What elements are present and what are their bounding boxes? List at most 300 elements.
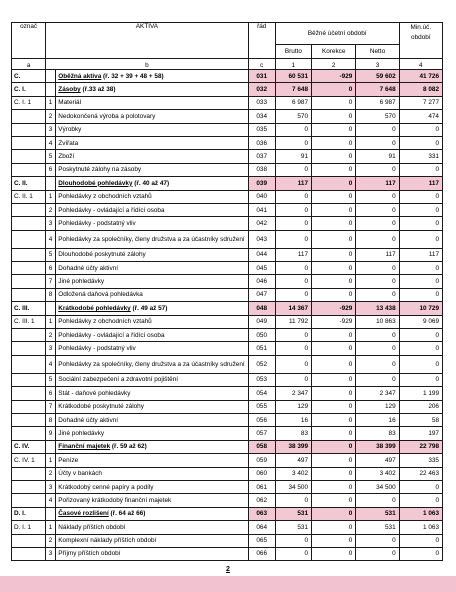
row-netto: 0 [356, 262, 399, 275]
bottom-color-band [0, 576, 456, 592]
row-label-text: Dohadné účty aktivní [58, 264, 118, 272]
row-min: 0 [399, 163, 442, 176]
row-brutto: 0 [275, 547, 311, 560]
header-row-3 [12, 59, 443, 70]
row-line-number: 1 [46, 521, 56, 534]
header-col-2: 2 [312, 59, 356, 70]
row-korekce: 0 [312, 440, 356, 453]
row-min: 206 [399, 400, 442, 413]
row-label [56, 315, 248, 328]
row-label [56, 534, 248, 547]
row-oznac [12, 387, 46, 400]
row-korekce: 0 [312, 190, 356, 203]
row-brutto: 117 [275, 177, 311, 190]
row-rad: 052 [248, 355, 275, 373]
row-netto: 7 648 [356, 83, 399, 96]
row-label-text: Pohledávky za společníky, členy družstva a za účastníky sdružení [58, 235, 245, 243]
table-row [12, 315, 443, 328]
row-oznac [12, 480, 46, 493]
row-line-number: 2 [46, 203, 56, 216]
row-korekce: 0 [312, 467, 356, 480]
row-min: 22 798 [399, 440, 442, 453]
row-label [56, 494, 248, 507]
row-label-text: Zásoby [58, 85, 81, 93]
row-netto: 34 500 [356, 480, 399, 493]
row-line-number: 6 [46, 163, 56, 176]
row-netto: 0 [356, 163, 399, 176]
table-row [12, 123, 443, 136]
row-korekce: 0 [312, 83, 356, 96]
row-label [56, 163, 248, 176]
row-rad: 036 [248, 136, 275, 149]
row-oznac [12, 342, 46, 355]
row-netto: 0 [356, 534, 399, 547]
row-korekce: 0 [312, 355, 356, 373]
row-brutto: 0 [275, 288, 311, 301]
row-brutto: 0 [275, 230, 311, 248]
row-rad: 039 [248, 177, 275, 190]
page-number: 2 [226, 566, 230, 573]
row-label [56, 110, 248, 123]
row-brutto: 129 [275, 400, 311, 413]
row-min: 1 199 [399, 387, 442, 400]
header-brutto: Brutto [275, 45, 311, 59]
row-oznac [12, 373, 46, 386]
row-oznac [12, 203, 46, 216]
row-label-text: Jiné pohledávky [58, 429, 105, 437]
row-oznac [12, 400, 46, 413]
row-netto: 497 [356, 454, 399, 467]
table-row [12, 494, 443, 507]
row-label-text: Materiál [58, 99, 82, 107]
row-korekce: -929 [312, 315, 356, 328]
row-netto: 0 [356, 203, 399, 216]
row-line-number: 4 [46, 230, 56, 248]
row-label-text: Oběžná aktiva [58, 72, 102, 80]
row-oznac [12, 230, 46, 248]
row-label-text: Pořizovaný krátkodobý finanční majetek [58, 496, 172, 504]
row-rad: 065 [248, 534, 275, 547]
row-min: 0 [399, 547, 442, 560]
table-row [12, 163, 443, 176]
row-min: 0 [399, 123, 442, 136]
row-oznac: C. II. [12, 177, 46, 190]
row-oznac [12, 163, 46, 176]
header-col-b: b [46, 59, 248, 70]
header-col-3: 3 [356, 59, 399, 70]
row-rad: 057 [248, 427, 275, 440]
row-label-text: Časové rozlišení [58, 510, 109, 518]
row-netto: 117 [356, 248, 399, 261]
row-label-text: Náklady příštích období [58, 523, 126, 531]
row-min: 10 729 [399, 302, 442, 315]
row-label-text: Výrobky [58, 126, 82, 134]
row-brutto: 497 [275, 454, 311, 467]
row-rad: 038 [248, 163, 275, 176]
row-netto: 0 [356, 355, 399, 373]
row-rad: 055 [248, 400, 275, 413]
row-line-number: 5 [46, 373, 56, 386]
row-oznac: C. III. 1 [12, 315, 46, 328]
row-label-text: Pohledávky - podstatný vliv [58, 345, 136, 353]
row-min: 474 [399, 110, 442, 123]
row-brutto: 0 [275, 123, 311, 136]
row-brutto: 60 531 [275, 70, 311, 83]
row-rad: 034 [248, 110, 275, 123]
row-line-number: 4 [46, 136, 56, 149]
row-min: 0 [399, 288, 442, 301]
row-label-text: Peníze [58, 456, 79, 464]
row-line-number: 4 [46, 355, 56, 373]
row-label-text: Účty v bankách [58, 470, 102, 478]
row-label-text: Dlouhodobé poskytnuté zálohy [58, 251, 146, 259]
row-rad: 040 [248, 190, 275, 203]
row-label-text: Komplexní náklady příštích období [58, 537, 157, 545]
row-korekce: 0 [312, 163, 356, 176]
table-row [12, 177, 443, 190]
table-row [12, 136, 443, 149]
row-min: 58 [399, 413, 442, 426]
row-brutto: 91 [275, 150, 311, 163]
row-label [56, 96, 248, 109]
row-oznac [12, 150, 46, 163]
row-label-text: Pohledávky z obchodních vztahů [58, 193, 152, 201]
table-row [12, 230, 443, 248]
table-row [12, 440, 443, 453]
row-label-text: Stát - daňové pohledávky [58, 389, 131, 397]
row-brutto: 38 399 [275, 440, 311, 453]
row-formula: (ř. 32 + 39 + 48 + 58) [101, 72, 164, 80]
row-label [56, 123, 248, 136]
row-label [56, 440, 248, 453]
row-line-number: 2 [46, 329, 56, 342]
row-rad: 043 [248, 230, 275, 248]
header-col-1: 1 [275, 59, 311, 70]
row-oznac: C. IV. 1 [12, 454, 46, 467]
row-label [56, 329, 248, 342]
row-netto: 0 [356, 123, 399, 136]
row-korekce: 0 [312, 123, 356, 136]
table-row [12, 454, 443, 467]
row-min: 0 [399, 480, 442, 493]
row-line-number [46, 440, 56, 453]
row-brutto: 0 [275, 217, 311, 230]
row-rad: 033 [248, 96, 275, 109]
row-label [56, 302, 248, 315]
row-min: 0 [399, 262, 442, 275]
row-line-number [46, 70, 56, 83]
row-korekce: 0 [312, 342, 356, 355]
row-brutto: 117 [275, 248, 311, 261]
row-rad: 060 [248, 467, 275, 480]
row-rad: 054 [248, 387, 275, 400]
row-label [56, 83, 248, 96]
row-min: 0 [399, 230, 442, 248]
row-oznac: D. I. 1 [12, 521, 46, 534]
row-min: 0 [399, 534, 442, 547]
row-rad: 035 [248, 123, 275, 136]
row-rad: 059 [248, 454, 275, 467]
row-formula: (ř.33 až 38) [80, 85, 116, 93]
row-label [56, 427, 248, 440]
row-label [56, 288, 248, 301]
row-netto: 0 [356, 275, 399, 288]
row-line-number: 2 [46, 467, 56, 480]
table-row [12, 262, 443, 275]
row-min: 117 [399, 177, 442, 190]
header-col-c: c [248, 59, 275, 70]
row-label [56, 177, 248, 190]
row-line-number: 7 [46, 275, 56, 288]
row-brutto: 34 500 [275, 480, 311, 493]
row-line-number: 3 [46, 217, 56, 230]
row-label-text: Pohledávky - ovládající a řídící osoba [58, 206, 165, 214]
table-row [12, 302, 443, 315]
row-netto: 0 [356, 547, 399, 560]
row-line-number: 2 [46, 110, 56, 123]
row-label-text: Pohledávky za společníky, členy družstva a za účastníky sdružení [58, 360, 245, 368]
row-label-text: Krátkodobé pohledávky [58, 304, 131, 312]
row-oznac [12, 110, 46, 123]
row-brutto: 0 [275, 136, 311, 149]
row-line-number: 3 [46, 547, 56, 560]
table-body [12, 23, 443, 561]
row-rad: 061 [248, 480, 275, 493]
row-min: 1 063 [399, 521, 442, 534]
row-line-number: 4 [46, 494, 56, 507]
table-row [12, 547, 443, 560]
row-oznac [12, 275, 46, 288]
row-netto: 13 438 [356, 302, 399, 315]
row-label-text: Sociální zabezpečení a zdravotní pojištění [58, 376, 179, 384]
row-oznac: C. I. [12, 83, 46, 96]
row-label [56, 413, 248, 426]
row-rad: 063 [248, 507, 275, 520]
row-line-number: 6 [46, 262, 56, 275]
row-korekce: 0 [312, 494, 356, 507]
row-oznac [12, 248, 46, 261]
row-line-number: 2 [46, 534, 56, 547]
row-min: 0 [399, 203, 442, 216]
row-brutto: 0 [275, 203, 311, 216]
row-oznac [12, 355, 46, 373]
row-oznac: C. I. 1 [12, 96, 46, 109]
row-label [56, 342, 248, 355]
row-brutto: 16 [275, 413, 311, 426]
header-col-4: 4 [399, 59, 442, 70]
row-brutto: 14 367 [275, 302, 311, 315]
row-label [56, 275, 248, 288]
row-min: 0 [399, 136, 442, 149]
row-min: 0 [399, 355, 442, 373]
row-rad: 048 [248, 302, 275, 315]
row-min: 197 [399, 427, 442, 440]
row-brutto: 570 [275, 110, 311, 123]
row-brutto: 531 [275, 507, 311, 520]
row-korekce: -929 [312, 302, 356, 315]
row-label-text: Pohledávky - ovládající a řídící osoba [58, 331, 165, 339]
row-label-text: Krátkodobé poskytnuté zálohy [58, 403, 144, 411]
row-label-text: Pohledávky z obchodních vztahů [58, 318, 152, 326]
row-korekce: 0 [312, 230, 356, 248]
row-min: 0 [399, 342, 442, 355]
row-line-number: 3 [46, 480, 56, 493]
row-netto: 531 [356, 507, 399, 520]
row-rad: 050 [248, 329, 275, 342]
table-row [12, 96, 443, 109]
row-label [56, 507, 248, 520]
row-oznac [12, 494, 46, 507]
row-label [56, 70, 248, 83]
row-brutto: 0 [275, 329, 311, 342]
row-line-number: 3 [46, 342, 56, 355]
row-brutto: 0 [275, 534, 311, 547]
row-netto: 0 [356, 190, 399, 203]
header-minule-obdobi: Min.úč. období [399, 23, 442, 59]
row-label [56, 230, 248, 248]
row-oznac [12, 262, 46, 275]
table-row [12, 342, 443, 355]
row-brutto: 0 [275, 163, 311, 176]
row-oznac: C. [12, 70, 46, 83]
table-row [12, 275, 443, 288]
row-label [56, 454, 248, 467]
row-min: 9 069 [399, 315, 442, 328]
row-netto: 10 863 [356, 315, 399, 328]
row-oznac [12, 217, 46, 230]
row-korekce: 0 [312, 203, 356, 216]
row-label [56, 150, 248, 163]
row-line-number: 5 [46, 248, 56, 261]
table-row [12, 150, 443, 163]
row-rad: 045 [248, 262, 275, 275]
row-line-number: 1 [46, 96, 56, 109]
row-brutto: 11 792 [275, 315, 311, 328]
row-line-number: 1 [46, 454, 56, 467]
row-line-number: 1 [46, 315, 56, 328]
row-min: 41 726 [399, 70, 442, 83]
row-korekce: 0 [312, 177, 356, 190]
row-netto: 0 [356, 230, 399, 248]
row-oznac [12, 547, 46, 560]
row-brutto: 0 [275, 190, 311, 203]
row-label [56, 248, 248, 261]
row-line-number [46, 177, 56, 190]
row-label-text: Pohledávky - podstatný vliv [58, 219, 136, 227]
header-col-a: a [12, 59, 46, 70]
header-row-1 [12, 23, 443, 45]
header-bezne-obdobi: Běžné účetní období [275, 23, 399, 45]
row-rad: 041 [248, 203, 275, 216]
row-min: 0 [399, 190, 442, 203]
table-row [12, 110, 443, 123]
row-label [56, 136, 248, 149]
row-line-number [46, 507, 56, 520]
row-rad: 037 [248, 150, 275, 163]
row-label-text: Zvířata [58, 139, 79, 147]
row-netto: 531 [356, 521, 399, 534]
row-formula: (ř. 59 až 62) [110, 443, 147, 451]
row-line-number: 1 [46, 190, 56, 203]
table-row [12, 190, 443, 203]
row-label-text: Krátkodobý cenné papíry a podíly [58, 483, 154, 491]
table-row [12, 248, 443, 261]
row-min: 0 [399, 217, 442, 230]
row-rad: 042 [248, 217, 275, 230]
table-row [12, 288, 443, 301]
row-oznac [12, 427, 46, 440]
row-label-text: Příjmy příštích období [58, 550, 121, 558]
row-netto: 570 [356, 110, 399, 123]
table-row [12, 534, 443, 547]
table-row [12, 387, 443, 400]
row-label-text: Jiné pohledávky [58, 278, 105, 286]
row-label-text: Nedokončená výroba a polotovary [58, 112, 156, 120]
row-oznac [12, 136, 46, 149]
table-row [12, 203, 443, 216]
row-label [56, 400, 248, 413]
row-label-text: Dlouhodobé pohledávky [58, 179, 133, 187]
table-row [12, 329, 443, 342]
row-korekce: 0 [312, 400, 356, 413]
row-label-text: Odložená daňová pohledávka [58, 291, 143, 299]
row-rad: 051 [248, 342, 275, 355]
row-line-number [46, 83, 56, 96]
row-netto: 129 [356, 400, 399, 413]
row-korekce: 0 [312, 329, 356, 342]
row-oznac [12, 534, 46, 547]
row-label-text: Poskytnuté zálohy na zásoby [58, 166, 142, 174]
row-min: 0 [399, 373, 442, 386]
row-brutto: 6 987 [275, 96, 311, 109]
row-korekce: -929 [312, 70, 356, 83]
table-row [12, 480, 443, 493]
row-netto: 2 347 [356, 387, 399, 400]
row-min: 1 063 [399, 507, 442, 520]
row-label [56, 480, 248, 493]
row-korekce: 0 [312, 150, 356, 163]
row-netto: 38 399 [356, 440, 399, 453]
row-label [56, 203, 248, 216]
row-rad: 058 [248, 440, 275, 453]
row-netto: 0 [356, 342, 399, 355]
row-oznac [12, 123, 46, 136]
row-korekce: 0 [312, 507, 356, 520]
row-line-number: 8 [46, 288, 56, 301]
header-rad: řád [248, 23, 275, 59]
row-min: 0 [399, 494, 442, 507]
table-row [12, 373, 443, 386]
row-min: 7 277 [399, 96, 442, 109]
row-rad: 062 [248, 494, 275, 507]
row-korekce: 0 [312, 413, 356, 426]
row-min: 8 082 [399, 83, 442, 96]
table-row [12, 521, 443, 534]
row-rad: 046 [248, 275, 275, 288]
row-korekce: 0 [312, 275, 356, 288]
row-rad: 049 [248, 315, 275, 328]
row-netto: 0 [356, 288, 399, 301]
row-min: 335 [399, 454, 442, 467]
row-brutto: 0 [275, 275, 311, 288]
row-label [56, 373, 248, 386]
row-korekce: 0 [312, 547, 356, 560]
row-brutto: 531 [275, 521, 311, 534]
row-line-number: 3 [46, 123, 56, 136]
row-korekce: 0 [312, 136, 356, 149]
row-line-number: 5 [46, 150, 56, 163]
row-oznac: D. I. [12, 507, 46, 520]
